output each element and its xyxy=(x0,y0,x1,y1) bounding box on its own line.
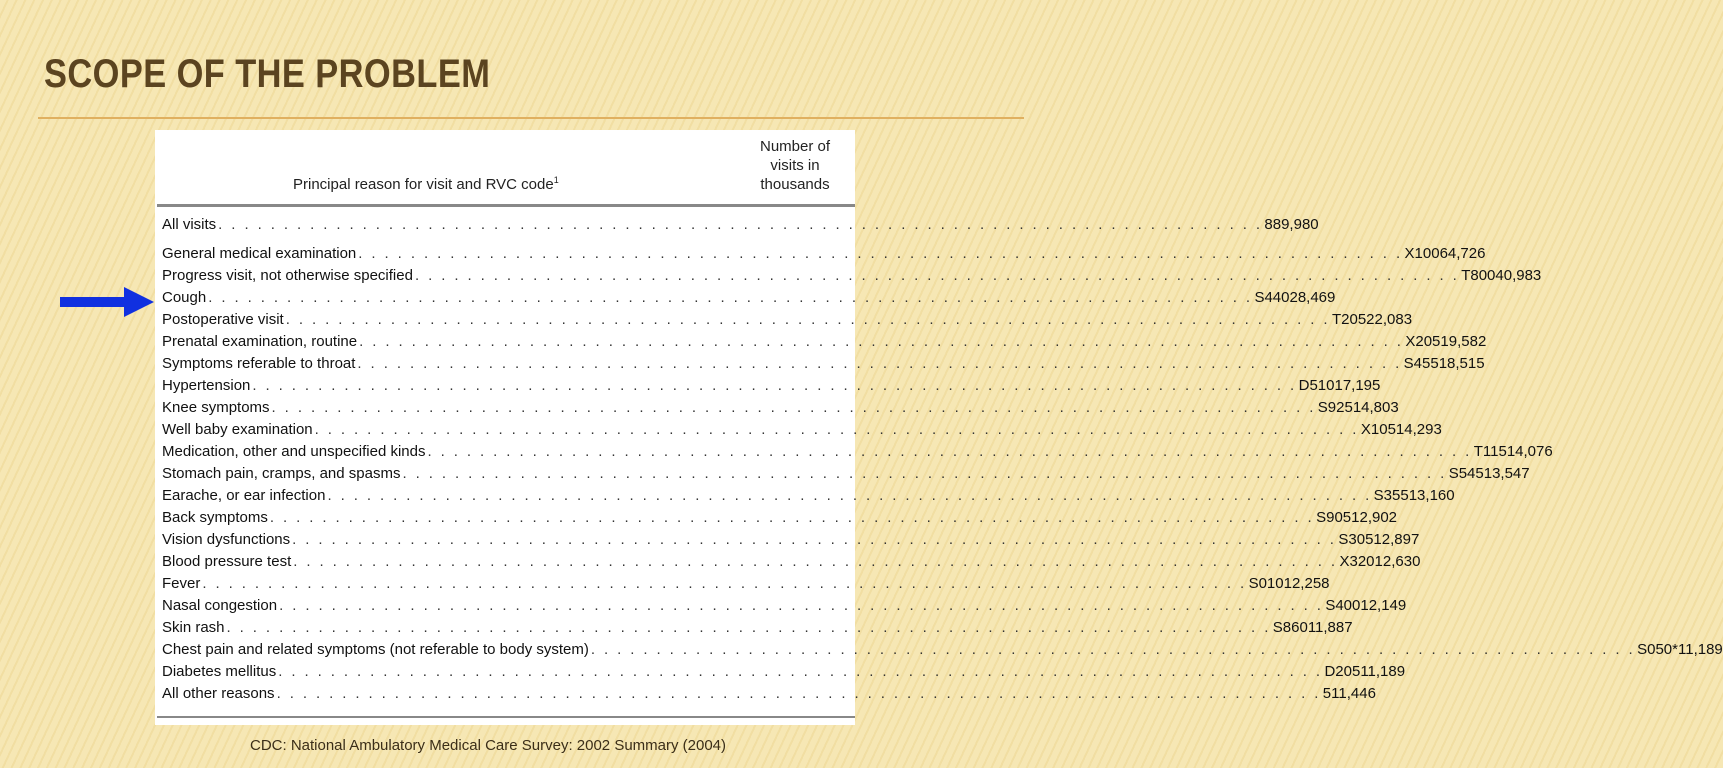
table-row xyxy=(162,553,1421,575)
visit-count: 12,902 xyxy=(1351,509,1398,526)
table-row xyxy=(162,619,1353,641)
visit-count: 12,897 xyxy=(1373,531,1420,548)
table-row xyxy=(162,355,1485,377)
row-label: All visits xyxy=(162,216,217,233)
table-row xyxy=(162,421,1442,443)
rvc-code: S355 xyxy=(1373,487,1409,504)
table-row xyxy=(162,597,1407,619)
rvc-code: S400 xyxy=(1325,597,1361,614)
dot-leader: . . . . . . . . . . . . . . . . . . . . . . . . . . . . . . . . . . . . . . . . . . . . . . . . . . . . . . . . . . . . . . . . . . . . . . . . . . . . . . . . xyxy=(414,267,1460,284)
visits-table xyxy=(155,130,1723,725)
visit-count: 12,630 xyxy=(1374,553,1421,570)
rvc-code: T115 xyxy=(1473,443,1507,460)
table-row xyxy=(162,399,1399,421)
row-label: Back symptoms xyxy=(162,509,268,526)
rvc-code: X105 xyxy=(1360,421,1396,438)
row-label: Prenatal examination, routine xyxy=(162,333,358,350)
header-line: thousands xyxy=(760,176,830,193)
table-row xyxy=(162,289,1336,311)
column-header-reason xyxy=(293,175,559,193)
dot-leader: . . . . . . . . . . . . . . . . . . . . . . . . . . . . . . . . . . . . . . . . . . . . . . . . . . . . . . . . . . . . . . . . . . . . . . . . . . . . . . . . xyxy=(271,399,1316,416)
column-header-number xyxy=(745,137,845,194)
table-row xyxy=(162,333,1487,355)
visit-count: 12,149 xyxy=(1360,597,1407,614)
table-body xyxy=(162,216,1723,707)
source-citation: CDC: National Ambulatory Medical Care Survey: 2002 Summary (2004) xyxy=(249,737,727,754)
visit-count: 511,446 xyxy=(1322,685,1376,702)
row-label: Knee symptoms xyxy=(162,399,270,416)
dot-leader: . . . . . . . . . . . . . . . . . . . . . . . . . . . . . . . . . . . . . . . . . . . . . . . . . . . . . . . . . . . . . . . . . . . . . . . . . . . . . . . . xyxy=(208,289,1253,306)
visit-count: 14,803 xyxy=(1352,399,1399,416)
footer-rule xyxy=(157,716,855,718)
rvc-code: S440 xyxy=(1254,289,1290,306)
table-row xyxy=(162,311,1413,333)
row-label: Symptoms referable to throat xyxy=(162,355,356,372)
dot-leader: . . . . . . . . . . . . . . . . . . . . . . . . . . . . . . . . . . . . . . . . . . . . . . . . . . . . . . . . . . . . . . . . . . . . . . . . . . . . . . . . xyxy=(285,311,1330,328)
rvc-code: S905 xyxy=(1316,509,1352,526)
row-label: General medical examination xyxy=(162,245,357,262)
header-rule xyxy=(157,204,855,207)
dot-leader: . . . . . . . . . . . . . . . . . . . . . . . . . . . . . . . . . . . . . . . . . . . . . . . . . . . . . . . . . . . . . . . . . . . . . . . . . . . . . . . . xyxy=(427,443,1472,460)
table-row xyxy=(162,216,1319,238)
rvc-code: S925 xyxy=(1317,399,1353,416)
table-row xyxy=(162,487,1455,509)
dot-leader: . . . . . . . . . . . . . . . . . . . . . . . . . . . . . . . . . . . . . . . . . . . . . . . . . . . . . . . . . . . . . . . . . . . . . . . . . . . . . . . . xyxy=(402,465,1447,482)
rvc-code: S050 xyxy=(1637,641,1673,658)
table-row xyxy=(162,685,1376,707)
visit-count: 28,469 xyxy=(1289,289,1336,306)
arrow-right-icon xyxy=(60,287,154,317)
rvc-code: S860 xyxy=(1272,619,1308,636)
visit-count: 11,887 xyxy=(1307,619,1353,636)
dot-leader: . . . . . . . . . . . . . . . . . . . . . . . . . . . . . . . . . . . . . . . . . . . . . . . . . . . . . . . . . . . . . . . . . . . . . . . . . . . . . . . . xyxy=(226,619,1271,636)
table-row xyxy=(162,509,1398,531)
row-label: Stomach pain, cramps, and spasms xyxy=(162,465,401,482)
dot-leader: . . . . . . . . . . . . . . . . . . . . . . . . . . . . . . . . . . . . . . . . . . . . . . . . . . . . . . . . . . . . . . . . . . . . . . . . . . . . . . . . xyxy=(252,377,1297,394)
table-row xyxy=(162,575,1330,597)
table-row xyxy=(162,267,1542,289)
dot-leader: . . . . . . . . . . . . . . . . . . . . . . . . . . . . . . . . . . . . . . . . . . . . . . . . . . . . . . . . . . . . . . . . . . . . . . . . . . . . . . . . xyxy=(357,355,1402,372)
visit-count: 12,258 xyxy=(1283,575,1330,592)
rvc-code: T800 xyxy=(1461,267,1496,284)
dot-leader: . . . . . . . . . . . . . . . . . . . . . . . . . . . . . . . . . . . . . . . . . . . . . . . . . . . . . . . . . . . . . . . . . . . . . . . . . . . . . . . . xyxy=(590,641,1636,658)
dot-leader: . . . . . . . . . . . . . . . . . . . . . . . . . . . . . . . . . . . . . . . . . . . . . . . . . . . . . . . . . . . . . . . . . . . . . . . . . . . . . . . . xyxy=(276,685,1321,702)
dot-leader: . . . . . . . . . . . . . . . . . . . . . . . . . . . . . . . . . . . . . . . . . . . . . . . . . . . . . . . . . . . . . . . . . . . . . . . . . . . . . . . . xyxy=(278,663,1323,680)
row-label: Skin rash xyxy=(162,619,225,636)
table-row xyxy=(162,377,1381,399)
row-label: Blood pressure test xyxy=(162,553,292,570)
row-label: Vision dysfunctions xyxy=(162,531,291,548)
visit-count: 19,582 xyxy=(1440,333,1487,350)
rvc-code: S545 xyxy=(1448,465,1484,482)
dot-leader: . . . . . . . . . . . . . . . . . . . . . . . . . . . . . . . . . . . . . . . . . . . . . . . . . . . . . . . . . . . . . . . . . . . . . . . . . . . . . . . . xyxy=(269,509,1315,526)
visit-count: 14,076 xyxy=(1506,443,1553,460)
rvc-code: S305 xyxy=(1338,531,1374,548)
rvc-code: X205 xyxy=(1405,333,1441,350)
visit-count: 22,083 xyxy=(1366,311,1413,328)
visit-count: 11,189 xyxy=(1360,663,1406,680)
row-label: Earache, or ear infection xyxy=(162,487,326,504)
rvc-code: D510 xyxy=(1298,377,1335,394)
visit-count: 14,293 xyxy=(1395,421,1442,438)
rvc-code: T205 xyxy=(1331,311,1367,328)
row-label: Cough xyxy=(162,289,207,306)
title-divider xyxy=(38,117,1024,119)
dot-leader: . . . . . . . . . . . . . . . . . . . . . . . . . . . . . . . . . . . . . . . . . . . . . . . . . . . . . . . . . . . . . . . . . . . . . . . . . . . . . . . . xyxy=(202,575,1247,592)
visit-count: *11,189 xyxy=(1672,641,1723,658)
dot-leader: . . . . . . . . . . . . . . . . . . . . . . . . . . . . . . . . . . . . . . . . . . . . . . . . . . . . . . . . . . . . . . . . . . . . . . . . . . . . . . . . xyxy=(218,216,1263,233)
header-reason-text: Principal reason for visit and RVC code xyxy=(293,176,554,193)
dot-leader: . . . . . . . . . . . . . . . . . . . . . . . . . . . . . . . . . . . . . . . . . . . . . . . . . . . . . . . . . . . . . . . . . . . . . . . . . . . . . . . . xyxy=(358,245,1403,262)
row-label: Progress visit, not otherwise specified xyxy=(162,267,413,284)
row-label: Diabetes mellitus xyxy=(162,663,277,680)
rvc-code: X320 xyxy=(1339,553,1375,570)
row-label: Hypertension xyxy=(162,377,251,394)
visit-count: 13,160 xyxy=(1408,487,1455,504)
dot-leader: . . . . . . . . . . . . . . . . . . . . . . . . . . . . . . . . . . . . . . . . . . . . . . . . . . . . . . . . . . . . . . . . . . . . . . . . . . . . . . . . xyxy=(292,531,1337,548)
table-row xyxy=(162,443,1553,465)
table-row xyxy=(162,641,1723,663)
table-row xyxy=(162,663,1406,685)
row-label: Postoperative visit xyxy=(162,311,284,328)
table-row xyxy=(162,531,1420,553)
header-line: Number of xyxy=(759,138,831,155)
visit-count: 64,726 xyxy=(1439,245,1486,262)
visit-count: 18,515 xyxy=(1438,355,1485,372)
dot-leader: . . . . . . . . . . . . . . . . . . . . . . . . . . . . . . . . . . . . . . . . . . . . . . . . . . . . . . . . . . . . . . . . . . . . . . . . . . . . . . . . xyxy=(293,553,1338,570)
row-label: Chest pain and related symptoms (not referable to body system) xyxy=(162,641,589,658)
row-label: Nasal congestion xyxy=(162,597,278,614)
row-label: All other reasons xyxy=(162,685,275,702)
visit-count: 13,547 xyxy=(1483,465,1530,482)
row-label: Well baby examination xyxy=(162,421,313,438)
dot-leader: . . . . . . . . . . . . . . . . . . . . . . . . . . . . . . . . . . . . . . . . . . . . . . . . . . . . . . . . . . . . . . . . . . . . . . . . . . . . . . . . xyxy=(314,421,1359,438)
rvc-code: D205 xyxy=(1324,663,1361,680)
header-line: visits in xyxy=(770,157,820,174)
dot-leader: . . . . . . . . . . . . . . . . . . . . . . . . . . . . . . . . . . . . . . . . . . . . . . . . . . . . . . . . . . . . . . . . . . . . . . . . . . . . . . . . xyxy=(279,597,1324,614)
visit-count: 40,983 xyxy=(1495,267,1542,284)
dot-leader: . . . . . . . . . . . . . . . . . . . . . . . . . . . . . . . . . . . . . . . . . . . . . . . . . . . . . . . . . . . . . . . . . . . . . . . . . . . . . . . . xyxy=(327,487,1372,504)
rvc-code: X100 xyxy=(1404,245,1440,262)
footnote-marker: 1 xyxy=(553,175,559,185)
row-label: Fever xyxy=(162,575,201,592)
table-row xyxy=(162,245,1486,267)
table-row xyxy=(162,465,1530,487)
slide-title: SCOPE OF THE PROBLEM xyxy=(44,52,491,96)
visit-count: 17,195 xyxy=(1334,377,1381,394)
rvc-code: S455 xyxy=(1403,355,1439,372)
visit-count: 889,980 xyxy=(1264,216,1319,233)
row-label: Medication, other and unspecified kinds xyxy=(162,443,426,460)
dot-leader: . . . . . . . . . . . . . . . . . . . . . . . . . . . . . . . . . . . . . . . . . . . . . . . . . . . . . . . . . . . . . . . . . . . . . . . . . . . . . . . . xyxy=(359,333,1404,350)
rvc-code: S010 xyxy=(1248,575,1284,592)
